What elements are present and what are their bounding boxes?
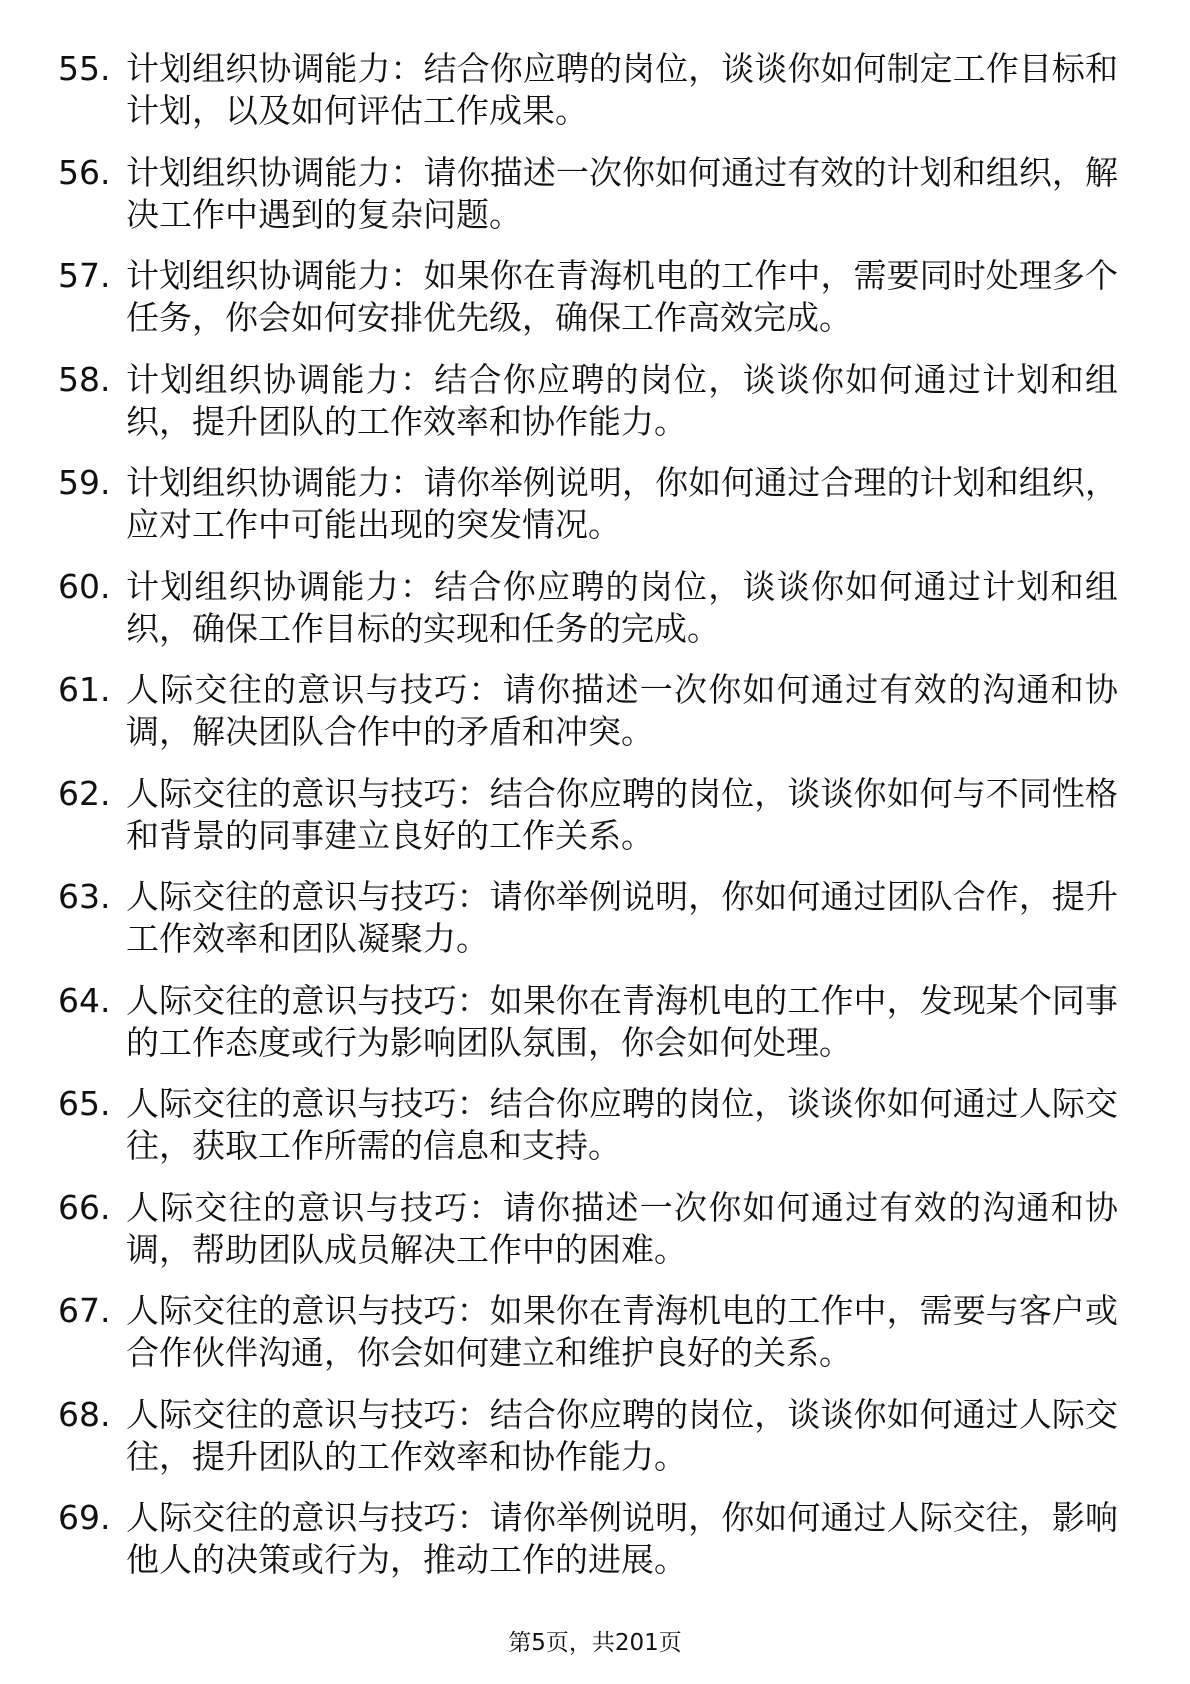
question-number: 65. xyxy=(58,1084,111,1123)
question-number: 68. xyxy=(58,1394,111,1434)
question-number: 56. xyxy=(58,152,111,192)
question-item xyxy=(58,1394,1118,1478)
question-number: 60. xyxy=(58,566,111,606)
question-item xyxy=(58,773,1118,857)
question-number: 59. xyxy=(58,463,111,502)
question-text: 人际交往的意识与技巧：结合你应聘的岗位，谈谈你如何通过人际交往，提升团队的工作效率和协作能力。 xyxy=(126,1394,1118,1476)
question-number: 55. xyxy=(58,49,111,88)
question-text: 计划组织协调能力：请你举例说明，你如何通过合理的计划和组织，应对工作中可能出现的突发情况。 xyxy=(126,463,1118,544)
question-text: 计划组织协调能力：结合你应聘的岗位，谈谈你如何通过计划和组织，提升团队的工作效率和协作能力。 xyxy=(126,359,1118,441)
question-number: 57. xyxy=(58,256,111,295)
question-number: 66. xyxy=(58,1187,111,1227)
question-item xyxy=(58,1083,1118,1167)
question-text: 计划组织协调能力：结合你应聘的岗位，谈谈你如何制定工作目标和计划，以及如何评估工作成果。 xyxy=(126,49,1118,130)
question-text: 计划组织协调能力：如果你在青海机电的工作中，需要同时处理多个任务，你会如何安排优先级，确保工作高效完成。 xyxy=(126,256,1118,337)
question-item xyxy=(58,1290,1118,1374)
question-text: 计划组织协调能力：结合你应聘的岗位，谈谈你如何通过计划和组织，确保工作目标的实现和任务的完成。 xyxy=(126,566,1118,648)
question-number: 67. xyxy=(58,1291,111,1330)
question-text: 人际交往的意识与技巧：请你描述一次你如何通过有效的沟通和协调，解决团队合作中的矛盾和冲突。 xyxy=(126,670,1118,751)
question-number: 69. xyxy=(58,1498,111,1537)
question-item xyxy=(58,152,1118,236)
question-item xyxy=(58,48,1118,132)
question-number: 63. xyxy=(58,877,111,916)
page-number-footer: 第5页，共201页 xyxy=(508,1630,682,1656)
question-item xyxy=(58,876,1118,960)
question-number: 58. xyxy=(58,359,111,399)
question-item xyxy=(58,1497,1118,1581)
question-text: 人际交往的意识与技巧：请你描述一次你如何通过有效的沟通和协调，帮助团队成员解决工作中的困难。 xyxy=(126,1187,1118,1269)
question-text: 人际交往的意识与技巧：如果你在青海机电的工作中，发现某个同事的工作态度或行为影响团队氛围，你会如何处理。 xyxy=(126,980,1118,1062)
question-text: 人际交往的意识与技巧：请你举例说明，你如何通过人际交往，影响他人的决策或行为，推动工作的进展。 xyxy=(126,1498,1118,1579)
question-item xyxy=(58,669,1118,753)
question-item xyxy=(58,359,1118,443)
question-text: 人际交往的意识与技巧：如果你在青海机电的工作中，需要与客户或合作伙伴沟通，你会如何建立和维护良好的关系。 xyxy=(126,1291,1118,1372)
question-item xyxy=(58,1187,1118,1271)
question-text: 人际交往的意识与技巧：结合你应聘的岗位，谈谈你如何通过人际交往，获取工作所需的信息和支持。 xyxy=(126,1084,1118,1165)
question-list xyxy=(58,48,1118,1601)
question-text: 计划组织协调能力：请你描述一次你如何通过有效的计划和组织，解决工作中遇到的复杂问题。 xyxy=(126,152,1118,234)
question-item xyxy=(58,566,1118,650)
question-text: 人际交往的意识与技巧：请你举例说明，你如何通过团队合作，提升工作效率和团队凝聚力。 xyxy=(126,877,1118,958)
question-number: 61. xyxy=(58,670,111,709)
question-number: 62. xyxy=(58,773,111,813)
question-item xyxy=(58,462,1118,546)
question-text: 人际交往的意识与技巧：结合你应聘的岗位，谈谈你如何与不同性格和背景的同事建立良好的工作关系。 xyxy=(126,773,1118,855)
question-number: 64. xyxy=(58,980,111,1020)
question-item xyxy=(58,255,1118,339)
question-item xyxy=(58,980,1118,1064)
